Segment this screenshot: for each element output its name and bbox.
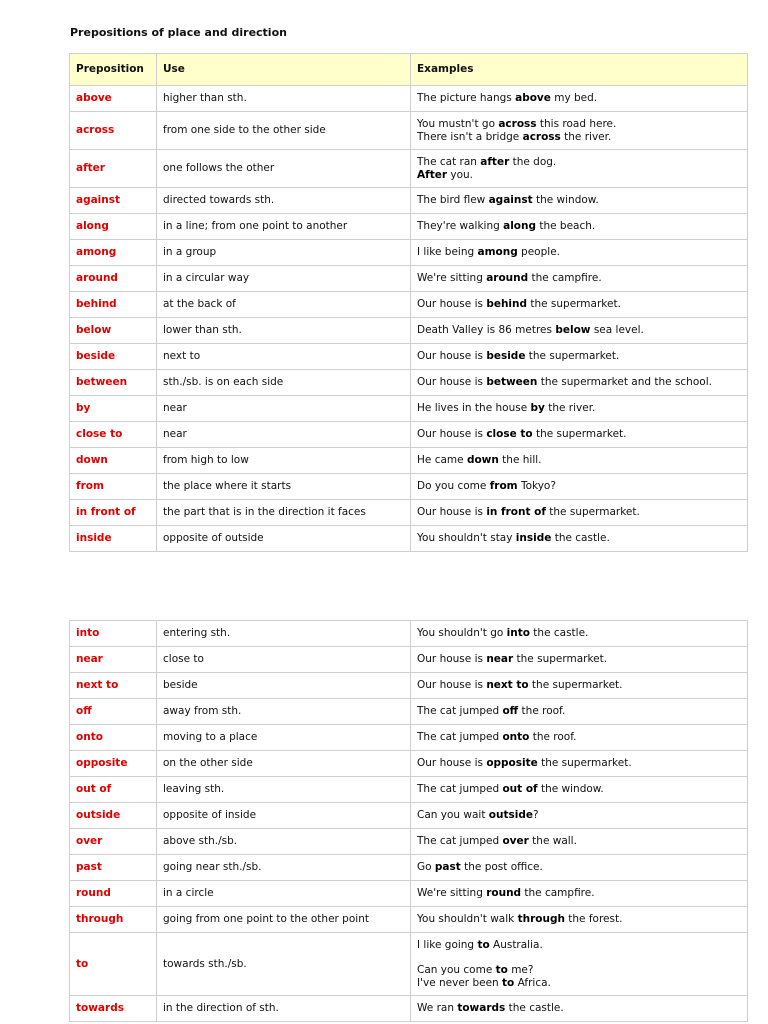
example-line: Our house is in front of the supermarket. <box>417 506 640 518</box>
example-gap <box>417 952 741 964</box>
example-cell <box>411 292 748 318</box>
preposition-cell: out of <box>70 777 157 803</box>
example-cell <box>411 855 748 881</box>
example-line: He came down the hill. <box>417 454 542 466</box>
use-cell: entering sth. <box>157 621 411 647</box>
example-keyword: from <box>489 480 518 492</box>
table-row <box>70 855 748 881</box>
prepositions-table-1 <box>69 53 748 552</box>
preposition-cell: down <box>70 448 157 474</box>
example-cell <box>411 829 748 855</box>
example-keyword: along <box>503 220 536 232</box>
table-row <box>70 803 748 829</box>
preposition-cell: in front of <box>70 500 157 526</box>
example-keyword: towards <box>457 1002 506 1014</box>
example-cell <box>411 150 748 188</box>
table-row <box>70 112 748 150</box>
use-cell: from high to low <box>157 448 411 474</box>
table-row <box>70 881 748 907</box>
example-cell <box>411 448 748 474</box>
example-cell <box>411 803 748 829</box>
example-line: We're sitting around the campfire. <box>417 272 602 284</box>
preposition-cell: above <box>70 86 157 112</box>
header-examples: Examples <box>411 54 748 86</box>
example-keyword: next to <box>486 679 529 691</box>
example-cell <box>411 318 748 344</box>
example-line: I like going to Australia. <box>417 938 543 951</box>
example-keyword: across <box>522 130 561 143</box>
example-cell <box>411 907 748 933</box>
use-cell: next to <box>157 344 411 370</box>
use-cell: opposite of inside <box>157 803 411 829</box>
preposition-cell: through <box>70 907 157 933</box>
example-keyword: to <box>502 976 515 989</box>
use-cell: on the other side <box>157 751 411 777</box>
table-row <box>70 422 748 448</box>
example-keyword: among <box>477 246 518 258</box>
table-row <box>70 777 748 803</box>
example-cell <box>411 266 748 292</box>
example-line: You shouldn't stay inside the castle. <box>417 532 610 544</box>
example-keyword: outside <box>488 809 533 821</box>
preposition-cell: over <box>70 829 157 855</box>
header-preposition: Preposition <box>70 54 157 86</box>
example-cell <box>411 699 748 725</box>
example-line: Our house is behind the supermarket. <box>417 298 621 310</box>
preposition-cell: below <box>70 318 157 344</box>
example-line: You mustn't go across this road here. <box>417 117 617 130</box>
example-cell <box>411 188 748 214</box>
example-keyword: behind <box>486 298 528 310</box>
preposition-cell: after <box>70 150 157 188</box>
example-line: After you. <box>417 168 473 181</box>
example-keyword: through <box>517 913 565 925</box>
example-line: You shouldn't go into the castle. <box>417 627 589 639</box>
example-cell <box>411 725 748 751</box>
example-keyword: beside <box>486 350 526 362</box>
example-keyword: near <box>486 653 514 665</box>
example-keyword: down <box>466 454 499 466</box>
preposition-cell: beside <box>70 344 157 370</box>
example-cell <box>411 344 748 370</box>
example-cell <box>411 933 748 996</box>
example-cell <box>411 500 748 526</box>
example-cell <box>411 370 748 396</box>
preposition-cell: past <box>70 855 157 881</box>
use-cell: the part that is in the direction it faces <box>157 500 411 526</box>
example-line: Can you wait outside? <box>417 809 539 821</box>
example-line: Go past the post office. <box>417 861 543 873</box>
preposition-cell: towards <box>70 996 157 1022</box>
example-cell <box>411 214 748 240</box>
use-cell: the place where it starts <box>157 474 411 500</box>
example-keyword: to <box>495 963 508 976</box>
example-cell <box>411 751 748 777</box>
example-keyword: around <box>486 272 529 284</box>
example-line: You shouldn't walk through the forest. <box>417 913 623 925</box>
table-row <box>70 214 748 240</box>
table-row <box>70 292 748 318</box>
use-cell: towards sth./sb. <box>157 933 411 996</box>
example-cell <box>411 996 748 1022</box>
table-row <box>70 474 748 500</box>
example-line: Our house is close to the supermarket. <box>417 428 627 440</box>
example-line: We're sitting round the campfire. <box>417 887 595 899</box>
example-keyword: between <box>486 376 538 388</box>
table-row <box>70 996 748 1022</box>
example-keyword: inside <box>515 532 552 544</box>
table-row <box>70 500 748 526</box>
example-line: Our house is next to the supermarket. <box>417 679 623 691</box>
use-cell: directed towards sth. <box>157 188 411 214</box>
example-keyword: onto <box>502 731 530 743</box>
example-line: I've never been to Africa. <box>417 976 551 989</box>
example-keyword: opposite <box>486 757 538 769</box>
use-cell: in a line; from one point to another <box>157 214 411 240</box>
preposition-cell: to <box>70 933 157 996</box>
use-cell: opposite of outside <box>157 526 411 552</box>
use-cell: away from sth. <box>157 699 411 725</box>
example-line: Our house is beside the supermarket. <box>417 350 620 362</box>
preposition-cell: off <box>70 699 157 725</box>
example-line: The cat jumped off the roof. <box>417 705 566 717</box>
example-keyword: over <box>502 835 529 847</box>
table-row <box>70 526 748 552</box>
example-line: I like being among people. <box>417 246 560 258</box>
example-cell <box>411 777 748 803</box>
table-row <box>70 933 748 996</box>
example-keyword: After <box>417 168 448 181</box>
table-row <box>70 344 748 370</box>
preposition-cell: opposite <box>70 751 157 777</box>
preposition-cell: from <box>70 474 157 500</box>
example-cell <box>411 112 748 150</box>
use-cell: near <box>157 422 411 448</box>
use-cell: in the direction of sth. <box>157 996 411 1022</box>
table-row <box>70 725 748 751</box>
use-cell: above sth./sb. <box>157 829 411 855</box>
table-header-row <box>70 54 748 86</box>
example-keyword: past <box>434 861 461 873</box>
table-2-body <box>70 621 748 1022</box>
example-line: The bird flew against the window. <box>417 194 599 206</box>
example-line: Our house is between the supermarket and the school. <box>417 376 712 388</box>
example-keyword: round <box>486 887 522 899</box>
use-cell: one follows the other <box>157 150 411 188</box>
example-keyword: above <box>515 92 551 104</box>
example-line: There isn't a bridge across the river. <box>417 130 612 143</box>
preposition-cell: between <box>70 370 157 396</box>
preposition-cell: inside <box>70 526 157 552</box>
example-keyword: into <box>506 627 530 639</box>
example-keyword: after <box>480 155 510 168</box>
preposition-cell: across <box>70 112 157 150</box>
example-cell <box>411 526 748 552</box>
example-keyword: against <box>488 194 533 206</box>
example-cell <box>411 86 748 112</box>
example-keyword: off <box>502 705 519 717</box>
use-cell: higher than sth. <box>157 86 411 112</box>
example-keyword: below <box>555 324 591 336</box>
use-cell: going from one point to the other point <box>157 907 411 933</box>
example-line: Our house is near the supermarket. <box>417 653 608 665</box>
example-line: The cat jumped over the wall. <box>417 835 577 847</box>
use-cell: beside <box>157 673 411 699</box>
table-row <box>70 396 748 422</box>
example-line: Our house is opposite the supermarket. <box>417 757 632 769</box>
example-keyword: close to <box>486 428 533 440</box>
page-title: Prepositions of place and direction <box>70 26 287 39</box>
preposition-cell: outside <box>70 803 157 829</box>
example-line: Death Valley is 86 metres below sea level. <box>417 324 644 336</box>
example-cell <box>411 422 748 448</box>
example-cell <box>411 673 748 699</box>
table-row <box>70 673 748 699</box>
use-cell: sth./sb. is on each side <box>157 370 411 396</box>
table-row <box>70 751 748 777</box>
example-line: The cat jumped out of the window. <box>417 783 604 795</box>
use-cell: from one side to the other side <box>157 112 411 150</box>
use-cell: in a circle <box>157 881 411 907</box>
use-cell: near <box>157 396 411 422</box>
use-cell: lower than sth. <box>157 318 411 344</box>
preposition-cell: onto <box>70 725 157 751</box>
preposition-cell: next to <box>70 673 157 699</box>
example-cell <box>411 240 748 266</box>
preposition-cell: into <box>70 621 157 647</box>
example-keyword: in front of <box>486 506 546 518</box>
table-row <box>70 829 748 855</box>
use-cell: close to <box>157 647 411 673</box>
example-line: Can you come to me? <box>417 963 534 976</box>
table-row <box>70 150 748 188</box>
use-cell: leaving sth. <box>157 777 411 803</box>
use-cell: in a group <box>157 240 411 266</box>
example-keyword: out of <box>502 783 538 795</box>
example-line: They're walking along the beach. <box>417 220 596 232</box>
example-cell <box>411 881 748 907</box>
example-line: The cat jumped onto the roof. <box>417 731 577 743</box>
table-1-body <box>70 86 748 552</box>
preposition-cell: along <box>70 214 157 240</box>
table-row <box>70 188 748 214</box>
table-row <box>70 266 748 292</box>
table-row <box>70 647 748 673</box>
header-use: Use <box>157 54 411 86</box>
example-line: He lives in the house by the river. <box>417 402 596 414</box>
preposition-cell: against <box>70 188 157 214</box>
preposition-cell: around <box>70 266 157 292</box>
example-keyword: by <box>530 402 545 414</box>
preposition-cell: near <box>70 647 157 673</box>
example-cell <box>411 396 748 422</box>
preposition-cell: among <box>70 240 157 266</box>
use-cell: moving to a place <box>157 725 411 751</box>
example-cell <box>411 621 748 647</box>
table-row <box>70 621 748 647</box>
table-row <box>70 240 748 266</box>
preposition-cell: behind <box>70 292 157 318</box>
example-line: We ran towards the castle. <box>417 1002 564 1014</box>
prepositions-table-2 <box>69 620 748 1022</box>
example-line: Do you come from Tokyo? <box>417 480 556 492</box>
use-cell: at the back of <box>157 292 411 318</box>
preposition-cell: by <box>70 396 157 422</box>
table-row <box>70 907 748 933</box>
table-row <box>70 86 748 112</box>
use-cell: in a circular way <box>157 266 411 292</box>
table-row <box>70 370 748 396</box>
table-row <box>70 699 748 725</box>
example-cell <box>411 474 748 500</box>
example-cell <box>411 647 748 673</box>
preposition-cell: close to <box>70 422 157 448</box>
example-line: The picture hangs above my bed. <box>417 92 598 104</box>
example-line: The cat ran after the dog. <box>417 155 557 168</box>
example-keyword: across <box>498 117 537 130</box>
table-row <box>70 448 748 474</box>
example-keyword: to <box>477 938 490 951</box>
preposition-cell: round <box>70 881 157 907</box>
use-cell: going near sth./sb. <box>157 855 411 881</box>
table-row <box>70 318 748 344</box>
